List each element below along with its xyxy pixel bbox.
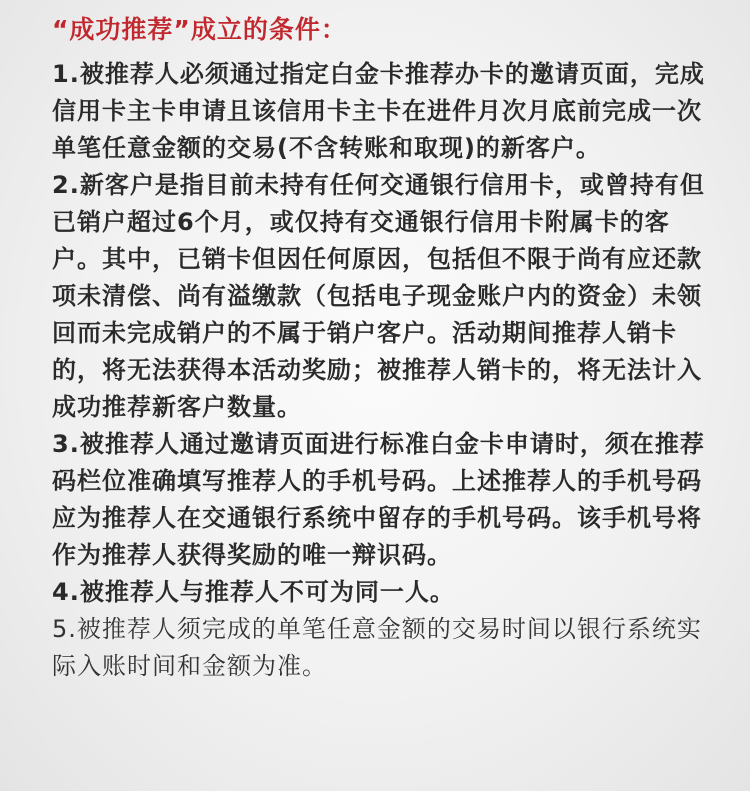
clause-1 [52,56,712,167]
clause-line: 单笔任意金额的交易(不含转账和取现)的新客户。 [52,134,601,162]
clause-4 [52,574,712,611]
clause-line: 户。其中，已销卡但因任何原因，包括但不限于尚有应还款 [52,245,702,273]
clause-line: 1.被推荐人必须通过指定白金卡推荐办卡的邀请页面，完成 [52,60,705,88]
clause-3 [52,426,712,574]
clause-line: 的，将无法获得本活动奖励；被推荐人销卡的，将无法计入 [52,356,702,384]
clause-5 [52,611,712,685]
clause-line: 2.新客户是指目前未持有任何交通银行信用卡，或曾持有但 [52,171,705,199]
clause-line: 作为推荐人获得奖励的唯一辩识码。 [52,541,452,569]
clause-line: 应为推荐人在交通银行系统中留存的手机号码。该手机号将 [52,504,702,532]
clause-line: 信用卡主卡申请且该信用卡主卡在进件月次月底前完成一次 [52,97,702,125]
clause-line: 3.被推荐人通过邀请页面进行标准白金卡申请时，须在推荐 [52,430,705,458]
clause-line: 项未清偿、尚有溢缴款（包括电子现金账户内的资金）未领 [52,282,702,310]
clause-line: 回而未完成销户的不属于销户客户。活动期间推荐人销卡 [52,319,677,347]
clause-line: 4.被推荐人与推荐人不可为同一人。 [52,578,455,606]
conditions-list [52,56,712,685]
conditions-title: “成功推荐”成立的条件： [52,15,347,44]
clause-line: 码栏位准确填写推荐人的手机号码。上述推荐人的手机号码 [52,467,702,495]
clause-line: 已销户超过6个月，或仅持有交通银行信用卡附属卡的客 [52,208,670,236]
clause-line: 5.被推荐人须完成的单笔任意金额的交易时间以银行系统实 [52,615,702,643]
clause-line: 成功推荐新客户数量。 [52,393,302,421]
clause-line: 际入账时间和金额为准。 [52,652,327,680]
clause-2 [52,167,712,426]
